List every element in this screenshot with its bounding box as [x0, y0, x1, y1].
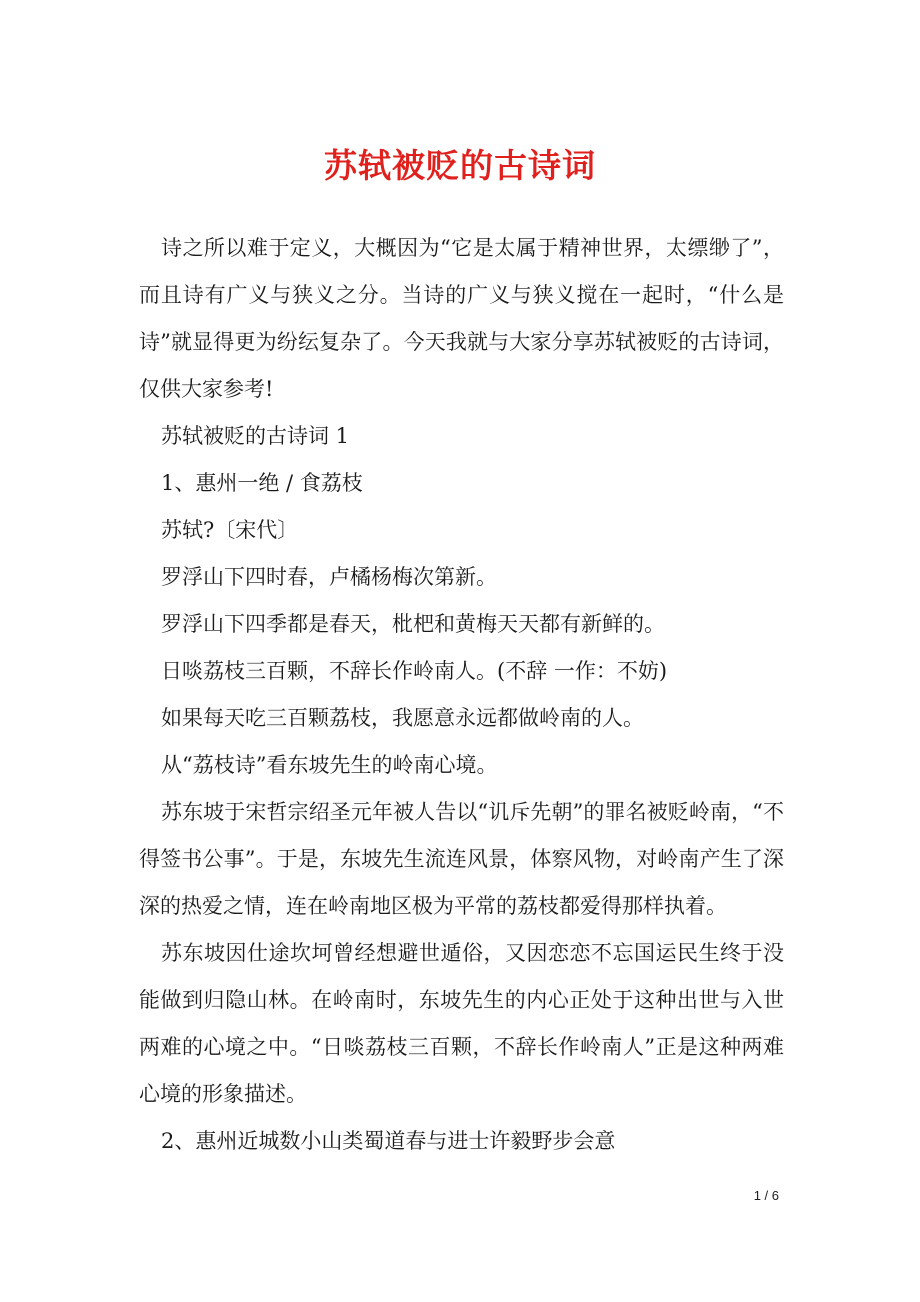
analysis-paragraph: 苏东坡因仕途坎坷曾经想避世遁俗，又因恋恋不忘国运民生终于没能做到归隐山林。在岭南时，东坡先生的内心正处于这种出世与入世两难的心境之中。“日啖荔枝三百颗，不辞长作岭南人”正是这种两难心境的形象描述。 — [139, 941, 784, 1106]
poem-title: 1、惠州一绝 / 食荔枝 — [161, 471, 363, 495]
page-number: 1 / 6 — [753, 1188, 779, 1203]
poem-translation: 如果每天吃三百颗荔枝，我愿意永远都做岭南的人。 — [161, 706, 644, 730]
analysis-paragraph: 苏东坡于宋哲宗绍圣元年被人告以“讥斥先朝”的罪名被贬岭南，“不得签书公事”。于是，东坡先生流连风景，体察风物，对岭南产生了深深的热爱之情，连在岭南地区极为平常的荔枝都爱得那样执着。 — [139, 800, 784, 918]
page-title: 苏轼被贬的古诗词 — [324, 146, 596, 185]
poem-translation: 罗浮山下四季都是春天，枇杷和黄梅天天都有新鲜的。 — [161, 612, 665, 636]
poem-author: 苏轼?〔宋代〕 — [161, 518, 299, 542]
poem-line: 日啖荔枝三百颗，不辞长作岭南人。(不辞 一作：不妨) — [161, 659, 668, 683]
intro-paragraph: 诗之所以难于定义，大概因为“它是太属于精神世界，太缥缈了”，而且诗有广义与狭义之分。当诗的广义与狭义搅在一起时，“什么是诗”就显得更为纷纭复杂了。今天我就与大家分享苏轼被贬的古诗词，仅供大家参考! — [139, 236, 784, 401]
poem-line: 罗浮山下四时春，卢橘杨梅次第新。 — [161, 565, 497, 589]
section-heading: 苏轼被贬的古诗词 1 — [161, 424, 350, 448]
analysis-heading: 从“荔枝诗”看东坡先生的岭南心境。 — [161, 753, 498, 777]
poem-title: 2、惠州近城数小山类蜀道春与进士许毅野步会意 — [161, 1129, 616, 1153]
document-body — [139, 225, 784, 1165]
